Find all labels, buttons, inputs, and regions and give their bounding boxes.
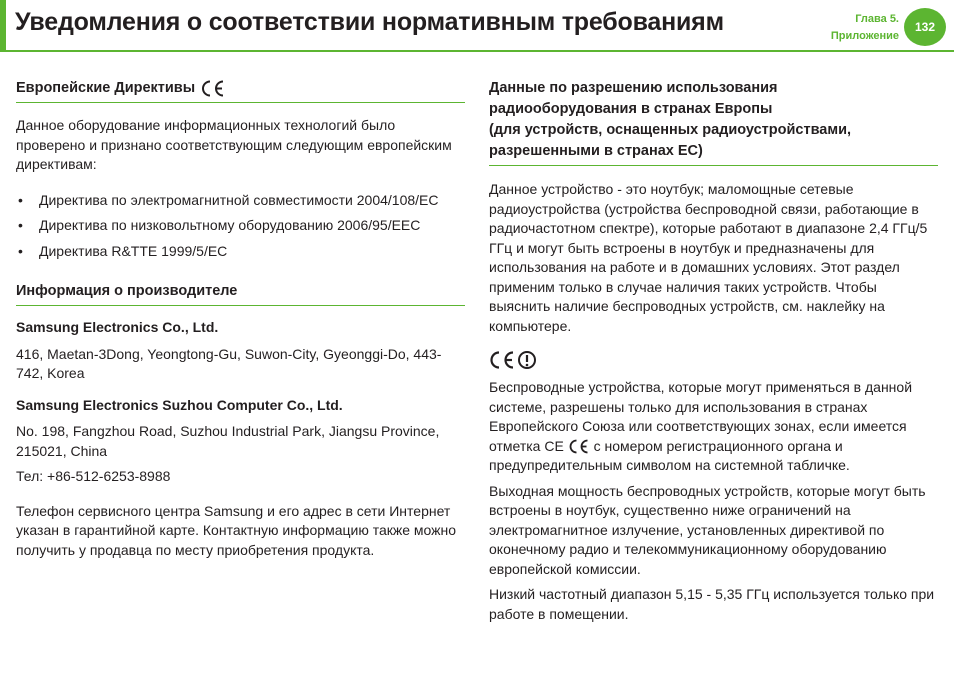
right-column [489, 78, 938, 624]
eu-directives-heading-text: Европейские Директивы [16, 80, 196, 96]
company2-address: No. 198, Fangzhou Road, Suzhou Industrial Park, Jiangsu Province, 215021, China [16, 423, 440, 459]
eu-intro: Данное оборудование информационных технологий было проверено и признано соответствующим следующим европейским директивам: [16, 117, 452, 172]
radio-heading-line3: (для устройств, оснащенных радиоустройствами, [489, 122, 852, 138]
directive-list [16, 191, 465, 262]
service-note: Телефон сервисного центра Samsung и его адрес в сети Интернет указан в гарантийной карте. Контактную информацию также можно получить у продавца по месту приобретения продукта. [16, 502, 457, 558]
company1-address: 416, Maetan-3Dong, Yeongtong-Gu, Suwon-City, Gyeonggi-Do, 443-742, Korea [16, 345, 442, 381]
chapter-number: Глава 5. [855, 13, 899, 25]
left-column [16, 78, 465, 560]
radio-approval-heading [489, 78, 938, 166]
wireless-usage-text-start: Беспроводные устройства, которые могут применяться в данной системе, разрешены только для использования в странах Европейского Союза или соответствующих зонах, если имеется отметка CE [489, 379, 913, 454]
ce-mark-icon [568, 439, 590, 454]
chapter-name: Приложение [830, 30, 899, 42]
output-power-paragraph: Выходная мощность беспроводных устройств, которые могут быть встроены в ноутбук, существенно ниже ограничений на электромагнитное излучение, установленных директивой по оконечному радио и телекоммуникационному оборудованию европейской комиссии. [489, 482, 926, 577]
company1-name: Samsung Electronics Co., Ltd. [16, 319, 219, 335]
chapter-label [831, 11, 899, 45]
eu-directives-heading [16, 78, 465, 103]
ce-mark-icon [200, 80, 226, 97]
list-item: • Директива R&TTE 1999/5/EC [16, 242, 465, 262]
indoor-use-paragraph: Низкий частотный диапазон 5,15 - 5,35 ГГц используется только при работе в помещении. [489, 586, 935, 622]
page-number-badge: 132 [904, 8, 946, 46]
header-rule [0, 50, 954, 52]
radio-intro: Данное устройство - это ноутбук; маломощные сетевые радиоустройства (устройства беспроводной связи, работающие в радиочастотном спектре), которые работают в диапазоне 2,4 ГГц/5 ГГц и могут быть встроены в ноутбук и предназначены для использования на работе и в домашних условиях. Этот раздел применим только в случае наличия таких устройств. Чтобы выяснить наличие беспроводных устройств, см. наклейку на компьютере. [489, 181, 928, 334]
accent-bar [0, 0, 6, 52]
company2-phone: Тел: +86-512-6253-8988 [16, 468, 171, 484]
ce-alert-mark [489, 350, 938, 374]
ce-alert-mark-icon [489, 350, 539, 372]
list-item: • Директива по электромагнитной совместимости 2004/108/ЕС [16, 191, 465, 211]
wireless-usage-paragraph [489, 378, 938, 476]
radio-heading-line2: радиооборудования в странах Европы [489, 101, 773, 117]
radio-heading-line4: разрешенными в странах ЕС) [489, 143, 703, 159]
wireless-usage-text-end: с номером регистрационного органа и предупредительным символом на системной табличке. [489, 437, 850, 473]
company2-name: Samsung Electronics Suzhou Computer Co., Ltd. [16, 396, 343, 413]
list-item: • Директива по низковольтному оборудованию 2006/95/EEC [16, 216, 465, 236]
page-title: Уведомления о соответствии нормативным требованиям [15, 8, 724, 36]
manufacturer-heading: Информация о производителе [16, 281, 465, 306]
radio-heading-line1: Данные по разрешению использования [489, 80, 778, 96]
